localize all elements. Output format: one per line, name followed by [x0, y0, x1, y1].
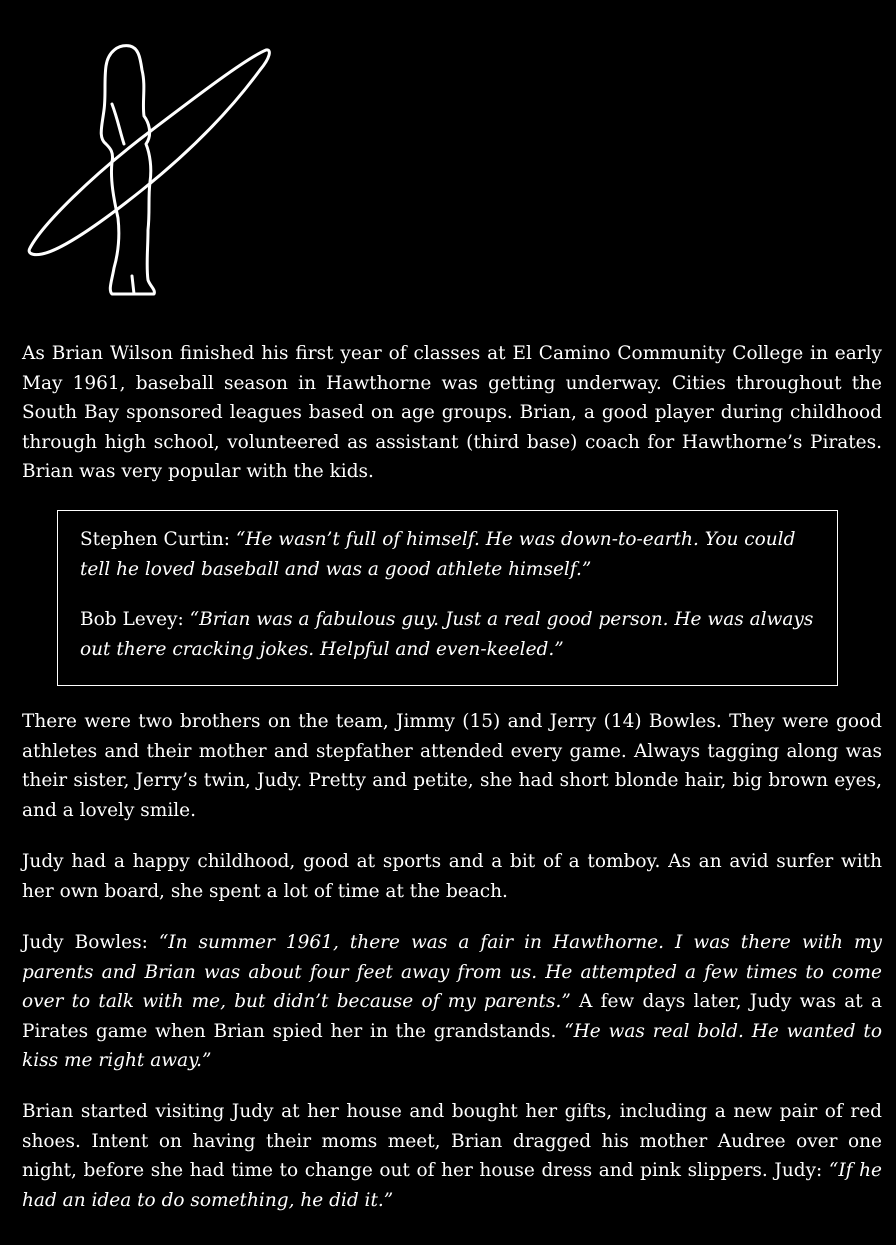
paragraph-4-speaker: Judy Bowles:	[22, 932, 148, 953]
paragraph-5-narration: Brian started visiting Judy at her house and bought her gifts, including a new pair of red shoes. Intent on having their moms meet, Brian dragged his mother Audree over one night, before she had time to change out of her house dress and pink slippers. Judy:	[22, 1101, 882, 1181]
quote-speaker: Bob Levey:	[80, 609, 184, 630]
quote-text: “He wasn’t full of himself. He was down-to-earth. You could tell he loved baseball and was a good athlete himself.”	[80, 529, 796, 580]
paragraph-2: There were two brothers on the team, Jimmy (15) and Jerry (14) Bowles. They were good athletes and their mother and stepfather attended every game. Always tagging along was their sister, Jerry’s twin, Judy. Pretty and petite, she had short blonde hair, big brown eyes, and a lovely smile.	[22, 711, 882, 821]
quote-stephen-curtin	[80, 525, 815, 584]
surfer-silhouette-icon	[22, 40, 274, 302]
quote-box	[57, 510, 838, 686]
quote-speaker: Stephen Curtin:	[80, 529, 230, 550]
paragraph-4-narration: A few days later, Judy was at a Pirates game when Brian spied her in the grandstands.	[22, 991, 882, 1042]
paragraph-4-quote-2: “He was real bold. He wanted to kiss me right away.”	[22, 1020, 882, 1071]
quote-bob-levey	[80, 605, 815, 664]
paragraph-5-quote: “If he had an idea to do something, he did it.”	[22, 1160, 882, 1211]
paragraph-4	[22, 928, 882, 1076]
quote-text: “Brian was a fabulous guy. Just a real good person. He was always out there cracking jokes. Helpful and even-keeled.”	[80, 609, 814, 660]
paragraph-5	[22, 1097, 882, 1215]
paragraph-4-quote-1: “In summer 1961, there was a fair in Hawthorne. I was there with my parents and Brian was about four feet away from us. He attempted a few times to come over to talk with me, but didn’t because of my parents.”	[22, 932, 882, 1012]
paragraph-1: As Brian Wilson finished his first year of classes at El Camino Community College in early May 1961, baseball season in Hawthorne was getting underway. Cities throughout the South Bay sponsored leagues based on age groups. Brian, a good player during childhood through high school, volunteered as assistant (third base) coach for Hawthorne’s Pirates. Brian was very popular with the kids.	[22, 343, 882, 482]
paragraph-3: Judy had a happy childhood, good at sports and a bit of a tomboy. As an avid surfer with her own board, she spent a lot of time at the beach.	[22, 851, 882, 902]
